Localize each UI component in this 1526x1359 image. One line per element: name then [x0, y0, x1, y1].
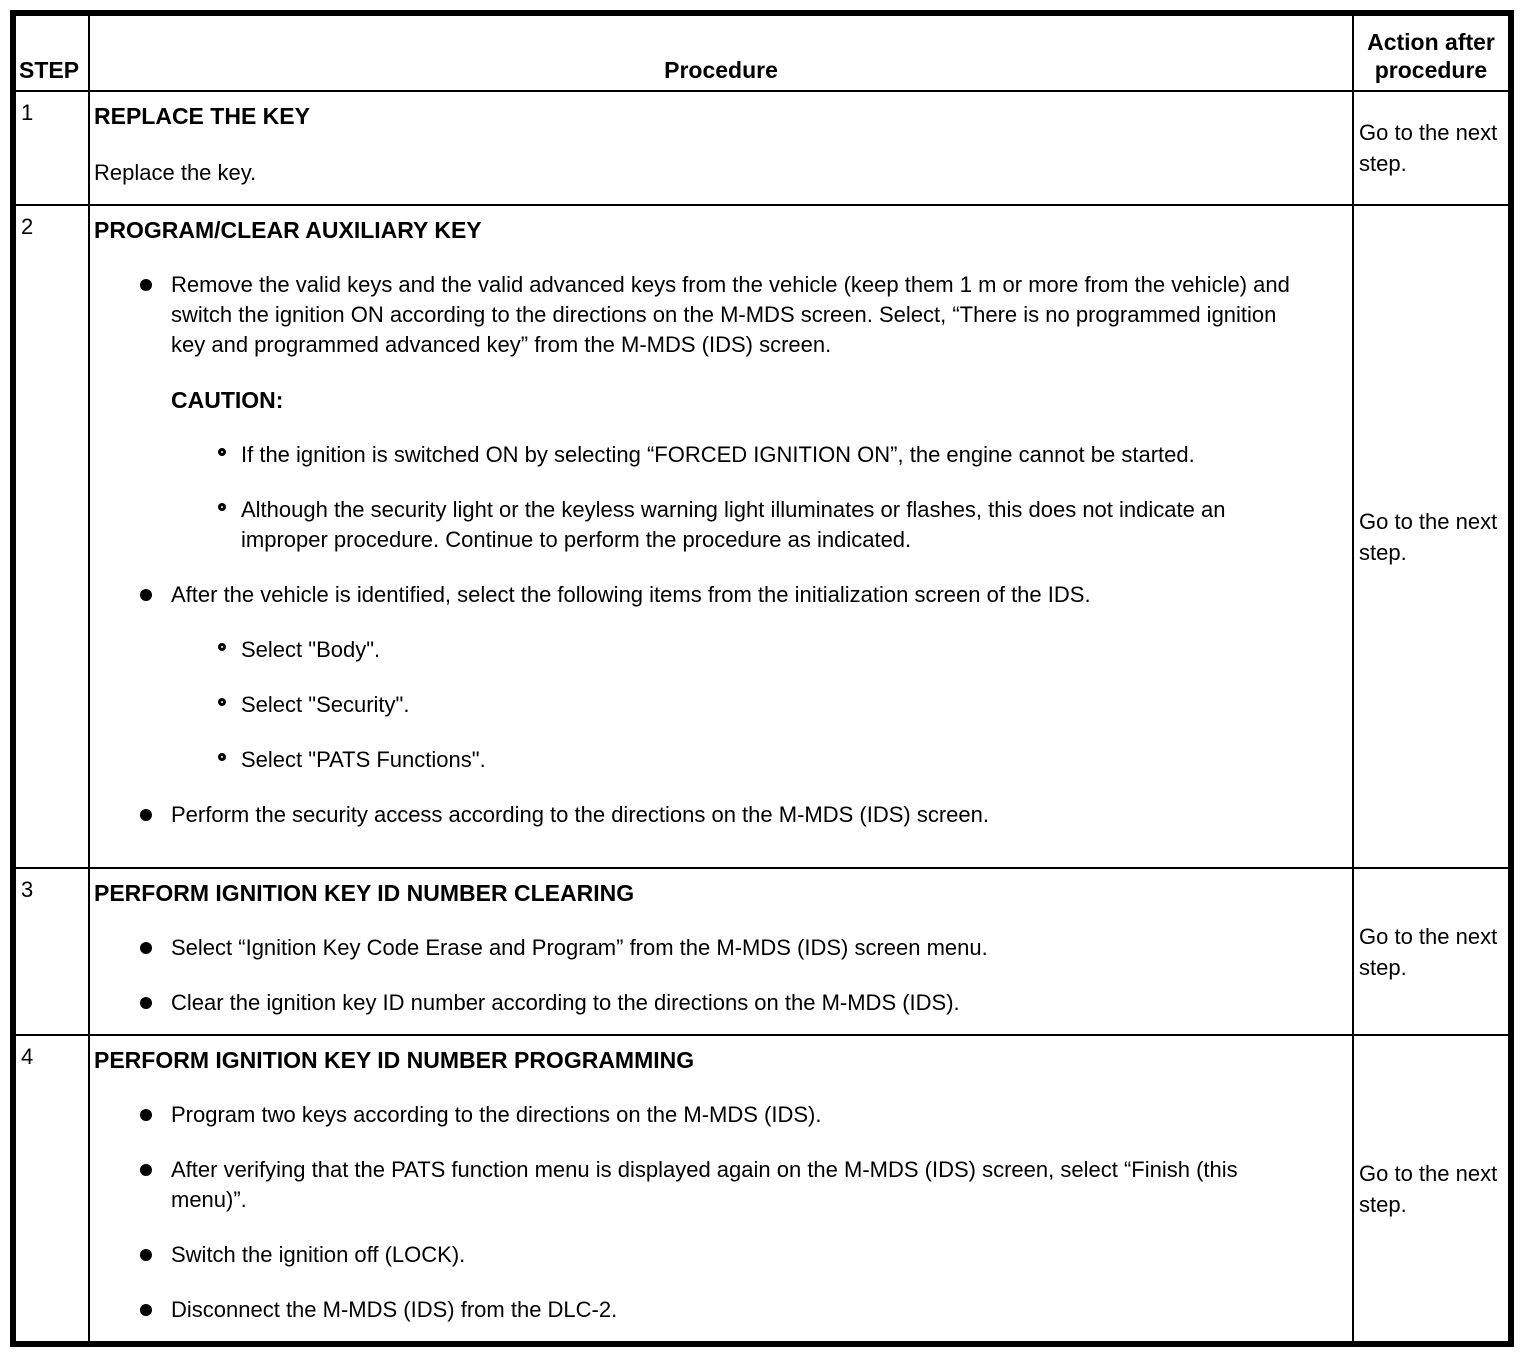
header-procedure: Procedure — [89, 13, 1353, 91]
action-cell: Go to the next step. — [1353, 205, 1511, 868]
procedure-paragraph: Replace the key. — [94, 160, 257, 185]
table-row — [13, 91, 1511, 205]
header-action-after-procedure: Action after procedure — [1353, 13, 1511, 91]
procedure-cell — [89, 1035, 1353, 1344]
sub-bullet-item: Select "PATS Functions". — [94, 745, 1344, 775]
circle-bullet-icon — [218, 503, 226, 511]
bullet-item: Remove the valid keys and the valid advanced keys from the vehicle (keep them 1 m or more from the vehicle) and switch the ignition ON according to the directions on the M-MDS screen. Select, “There is no programmed ignition key and programmed advanced key” from the M-MDS (IDS) screen. — [94, 270, 1344, 360]
bullet-icon — [140, 279, 152, 291]
bullet-icon — [140, 1109, 152, 1121]
bullet-icon — [140, 1164, 152, 1176]
header-step: STEP — [13, 13, 89, 91]
bullet-item: Select “Ignition Key Code Erase and Program” from the M-MDS (IDS) screen menu. — [94, 933, 1344, 963]
procedure-title: PERFORM IGNITION KEY ID NUMBER PROGRAMMING — [94, 1047, 695, 1073]
bullet-item: Disconnect the M-MDS (IDS) from the DLC-2. — [94, 1295, 1344, 1325]
circle-bullet-icon — [218, 643, 226, 651]
action-cell: Go to the next step. — [1353, 1035, 1511, 1344]
bullet-item: Perform the security access according to the directions on the M-MDS (IDS) screen. — [94, 800, 1344, 830]
bullet-icon — [140, 942, 152, 954]
table-header-row — [13, 13, 1511, 91]
bullet-item: Switch the ignition off (LOCK). — [94, 1240, 1344, 1270]
procedure-title: PERFORM IGNITION KEY ID NUMBER CLEARING — [94, 880, 635, 906]
caution-label: CAUTION: — [171, 387, 284, 413]
sub-bullet-item: Select "Security". — [94, 690, 1344, 720]
procedure-table — [10, 10, 1514, 1347]
bullet-icon — [140, 1304, 152, 1316]
action-cell: Go to the next step. — [1353, 91, 1511, 205]
circle-bullet-icon — [218, 448, 226, 456]
bullet-item: Clear the ignition key ID number according to the directions on the M-MDS (IDS). — [94, 988, 1344, 1018]
step-number: 3 — [13, 868, 89, 1035]
procedure-title: PROGRAM/CLEAR AUXILIARY KEY — [94, 217, 482, 243]
step-number: 1 — [13, 91, 89, 205]
step-number: 2 — [13, 205, 89, 868]
bullet-item: Program two keys according to the directions on the M-MDS (IDS). — [94, 1100, 1344, 1130]
bullet-icon — [140, 589, 152, 601]
table-row — [13, 868, 1511, 1035]
bullet-item: After the vehicle is identified, select the following items from the initialization screen of the IDS. — [94, 580, 1344, 610]
bullet-item: After verifying that the PATS function menu is displayed again on the M-MDS (IDS) screen, select “Finish (this menu)”. — [94, 1155, 1344, 1215]
sub-bullet-item: Although the security light or the keyless warning light illuminates or flashes, this does not indicate an improper procedure. Continue to perform the procedure as indicated. — [94, 495, 1344, 555]
action-cell: Go to the next step. — [1353, 868, 1511, 1035]
table-row — [13, 205, 1511, 868]
sub-bullet-item: If the ignition is switched ON by selecting “FORCED IGNITION ON”, the engine cannot be started. — [94, 440, 1344, 470]
sub-bullet-item: Select "Body". — [94, 635, 1344, 665]
procedure-cell — [89, 205, 1353, 868]
circle-bullet-icon — [218, 698, 226, 706]
bullet-icon — [140, 997, 152, 1009]
table-row — [13, 1035, 1511, 1344]
procedure-cell — [89, 91, 1353, 205]
procedure-title: REPLACE THE KEY — [94, 103, 310, 129]
bullet-icon — [140, 1249, 152, 1261]
step-number: 4 — [13, 1035, 89, 1344]
procedure-cell — [89, 868, 1353, 1035]
bullet-icon — [140, 809, 152, 821]
circle-bullet-icon — [218, 753, 226, 761]
